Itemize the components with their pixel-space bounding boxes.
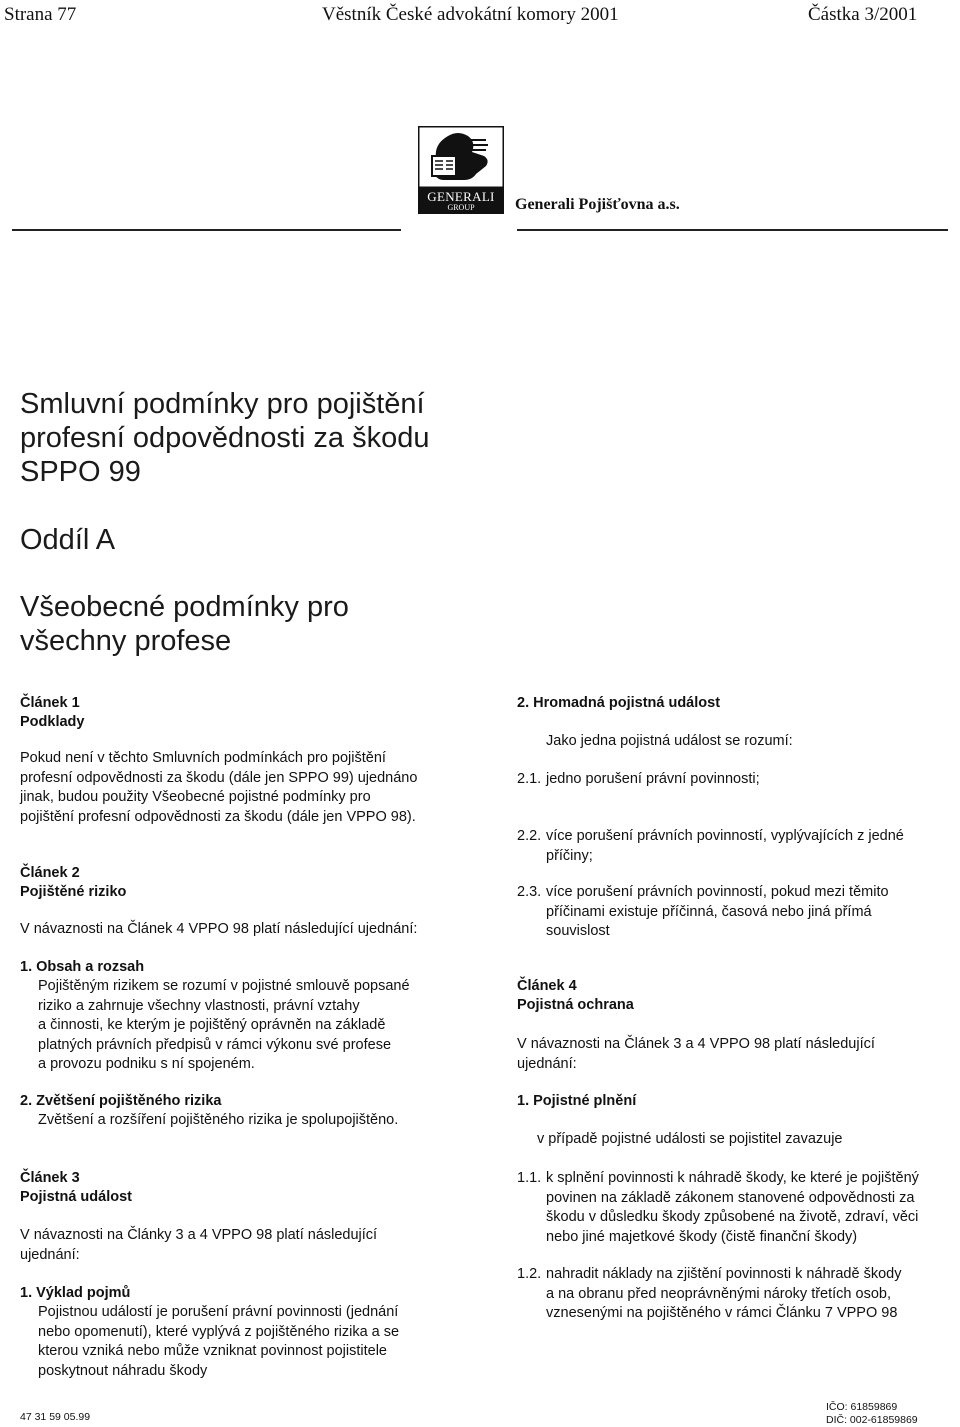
article-2-subsection-1-title: 1. Obsah a rozsah: [20, 959, 145, 975]
logo-brand: GENERALI: [427, 189, 495, 204]
journal-title: Věstník České advokátní komory 2001: [322, 4, 619, 25]
article-3-subsection-1-title: 1. Výklad pojmů: [20, 1285, 131, 1301]
item-2-1-text: jedno porušení právní povinnosti;: [546, 771, 760, 787]
lion-emblem-icon: [418, 126, 504, 188]
section-subtitle-line2: všechny profese: [20, 625, 232, 657]
item-2-3-text: více porušení právních povinností, pokud mezi těmito příčinami existuje příčinná, časová nebo jiná přímá souvislost: [546, 884, 889, 939]
logo-group: GROUP: [447, 203, 475, 212]
article-4-title: Pojistná ochrana: [517, 997, 634, 1013]
article-2-intro: V návaznosti na Článek 4 VPPO 98 platí následující ujednání:: [20, 921, 418, 937]
article-4-intro: V návaznosti na Článek 3 a 4 VPPO 98 platí následující ujednání:: [517, 1036, 875, 1072]
company-dic: DIČ: 002-61859869: [826, 1414, 918, 1426]
company-name: Generali Pojišťovna a.s.: [515, 196, 680, 213]
article-1-label: Článek 1: [20, 695, 80, 711]
article-2-subsection-1-text: Pojištěným rizikem se rozumí v pojistné smlouvě popsané riziko a zahrnuje všechny vlastnosti, právní vztahy a činnosti, ke kterým je pojištěný oprávněn na základě platných právních předpisů v rámci výkonu své profese a provozu podniku s ní spojeném.: [38, 978, 410, 1072]
item-1-2-number: 1.2.: [517, 1266, 542, 1282]
article-3-title: Pojistná událost: [20, 1189, 132, 1205]
section-subtitle-line1: Všeobecné podmínky pro: [20, 591, 349, 623]
item-2-2-text: více porušení právních povinností, vyplývajících z jedné příčiny;: [546, 828, 904, 864]
header-rule-left: [12, 229, 401, 231]
article-2-title: Pojištěné riziko: [20, 884, 127, 900]
document-title-line1: Smluvní podmínky pro pojištění: [20, 388, 425, 420]
article-4-subsection-1-intro: v případě pojistné události se pojistitel zavazuje: [537, 1131, 843, 1147]
article-2-subsection-2-text: Zvětšení a rozšíření pojištěného rizika je spolupojištěno.: [38, 1112, 399, 1128]
form-code: 47 31 59 05.99: [20, 1411, 91, 1423]
item-2-3-number: 2.3.: [517, 884, 542, 900]
article-1-title: Podklady: [20, 714, 85, 730]
item-1-1-text: k splnění povinnosti k náhradě škody, ke které je pojištěný povinen na základě zákonem stanovené odpovědnosti za škodu v důsledku škody způsobené na životě, zdraví, věci nebo jiné majetkové škody (čistě finanční škody): [546, 1170, 919, 1245]
company-ico: IČO: 61859869: [826, 1401, 898, 1413]
article-3-intro: V návaznosti na Články 3 a 4 VPPO 98 platí následující ujednání:: [20, 1227, 378, 1263]
article-2-subsection-2-title: 2. Zvětšení pojištěného rizika: [20, 1093, 222, 1109]
section-heading: Oddíl A: [20, 524, 116, 556]
article-4-label: Článek 4: [517, 978, 577, 994]
subsection-2-intro: Jako jedna pojistná událost se rozumí:: [546, 733, 793, 749]
subsection-2-title: 2. Hromadná pojistná událost: [517, 695, 721, 711]
item-2-1-number: 2.1.: [517, 771, 542, 787]
item-2-2-number: 2.2.: [517, 828, 542, 844]
article-2-label: Článek 2: [20, 865, 80, 881]
item-1-2-text: nahradit náklady na zjištění povinnosti k náhradě škody a na obranu před neoprávněnými nároky třetích osob, vznesenými na pojištěného v rámci Článku 7 VPPO 98: [546, 1266, 902, 1321]
article-4-subsection-1-title: 1. Pojistné plnění: [517, 1093, 637, 1109]
article-3-label: Článek 3: [20, 1170, 80, 1186]
issue-number: Částka 3/2001: [808, 4, 918, 25]
article-3-subsection-1-text: Pojistnou událostí je porušení právní povinnosti (jednání nebo opomenutí), které vyplývá z pojištěného rizika a se kterou vzniká nebo může vzniknat povinnost pojistitele poskytnout náhradu škody: [38, 1304, 400, 1379]
article-1-paragraph: Pokud není v těchto Smluvních podmínkách pro pojištění profesní odpovědnosti za škodu (dále jen SPPO 99) ujednáno jinak, budou použity Všeobecné pojistné podmínky pro pojištění profesní odpovědnosti za škodu (dále jen VPPO 98).: [20, 750, 418, 825]
header-rule-right: [517, 229, 948, 231]
page-number: Strana 77: [4, 4, 77, 25]
item-1-1-number: 1.1.: [517, 1170, 542, 1186]
document-title-line2: profesní odpovědnosti za škodu: [20, 422, 430, 454]
document-title-line3: SPPO 99: [20, 456, 141, 488]
generali-logo: [418, 126, 504, 214]
